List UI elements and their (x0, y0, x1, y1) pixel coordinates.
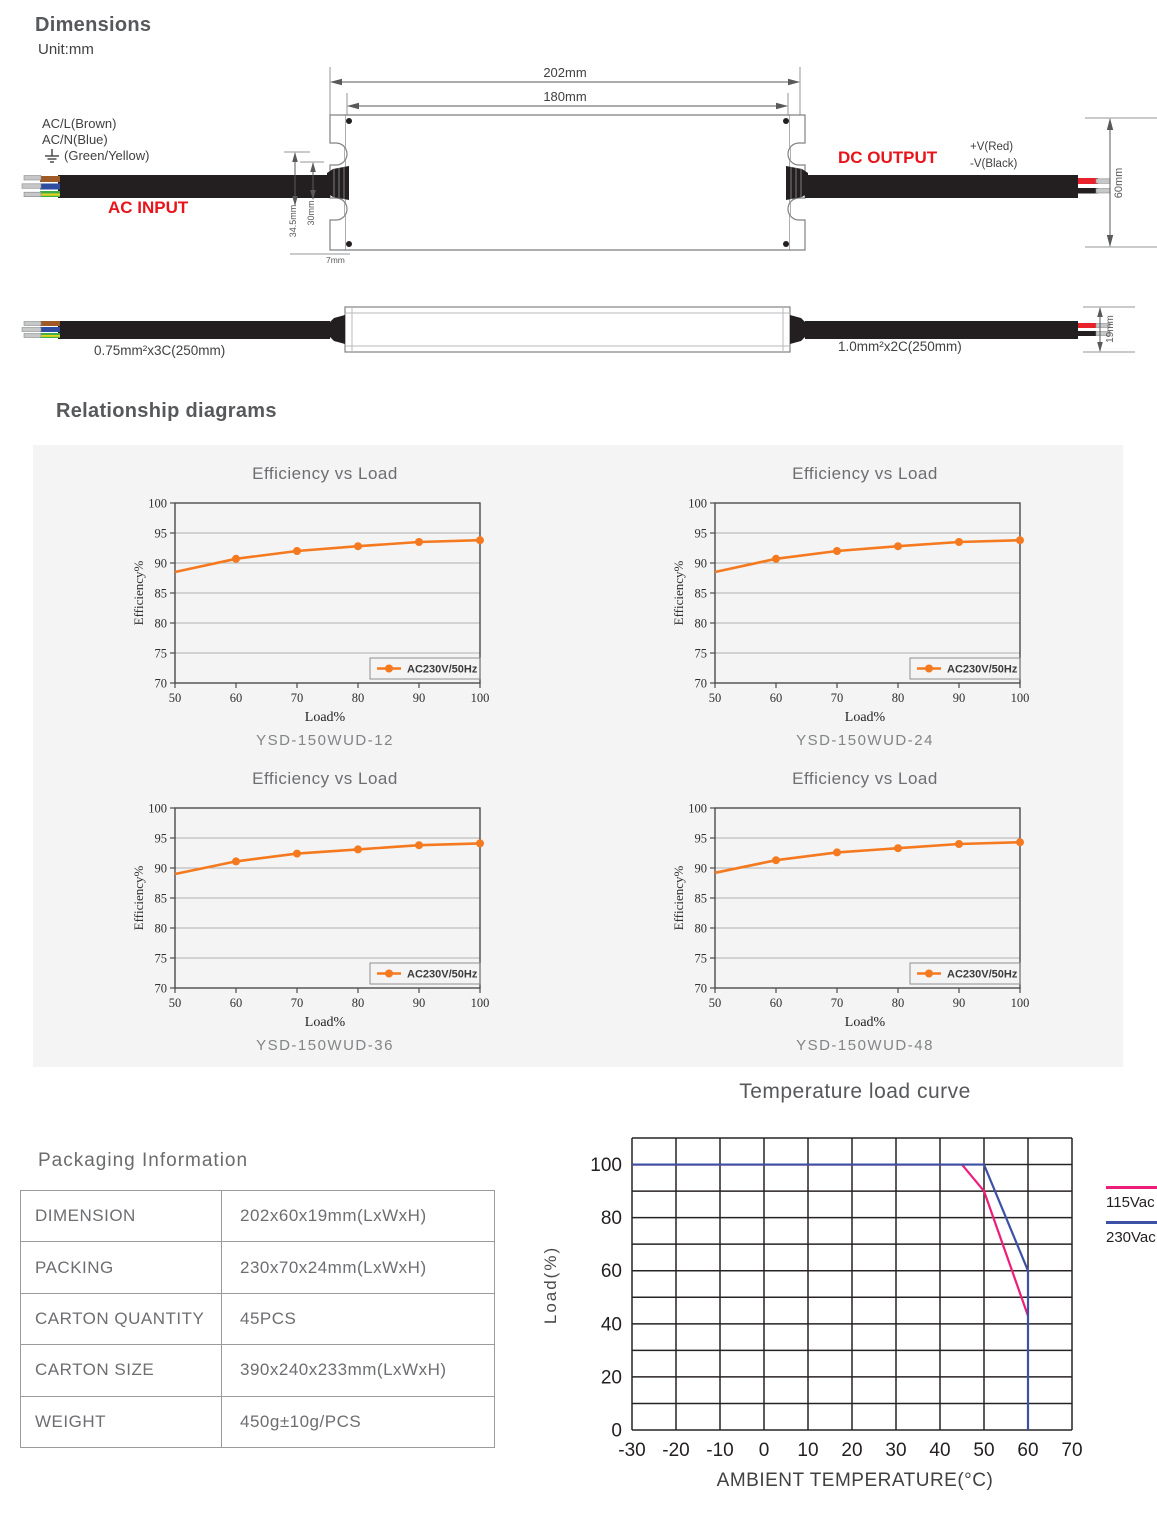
svg-text:75: 75 (154, 951, 167, 966)
svg-text:75: 75 (694, 951, 707, 966)
svg-text:100: 100 (1010, 996, 1030, 1010)
svg-text:85: 85 (694, 891, 707, 906)
svg-text:20: 20 (600, 1367, 622, 1389)
dc-output-label: DC OUTPUT (838, 148, 938, 167)
svg-text:80: 80 (351, 996, 365, 1010)
table-row-value: 202x60x19mm(LxWxH) (240, 1206, 427, 1226)
svg-text:-10: -10 (706, 1440, 734, 1461)
table-row-label: CARTON SIZE (21, 1345, 222, 1395)
table-row-value: 450g±10g/PCS (240, 1411, 362, 1431)
svg-text:70: 70 (290, 691, 304, 705)
svg-text:70: 70 (694, 676, 707, 691)
chart-plot (670, 796, 1060, 1014)
chart-title: Efficiency vs Load (252, 464, 398, 483)
svg-text:70: 70 (830, 996, 844, 1010)
wire-l-label: AC/L(Brown) (42, 116, 117, 131)
svg-text:100: 100 (470, 691, 490, 705)
chart-plot (130, 491, 520, 709)
svg-text:50: 50 (168, 691, 182, 705)
svg-text:50: 50 (973, 1440, 995, 1461)
temp-ylabel: Load(%) (541, 1245, 561, 1325)
svg-text:100: 100 (148, 801, 167, 816)
svg-text:70: 70 (1061, 1440, 1083, 1461)
dim-180-label: 180mm (543, 89, 587, 104)
v-minus-label: -V(Black) (970, 158, 1018, 170)
temp-xlabel: AMBIENT TEMPERATURE(°C) (716, 1470, 994, 1491)
table-row (21, 1191, 494, 1241)
svg-text:90: 90 (154, 861, 167, 876)
table-row-label: CARTON QUANTITY (21, 1294, 222, 1344)
svg-text:95: 95 (154, 526, 167, 541)
temperature-chart-title: Temperature load curve (739, 1080, 971, 1103)
dim-7-label: 7mm (326, 255, 345, 265)
svg-text:90: 90 (694, 861, 707, 876)
svg-text:100: 100 (688, 496, 707, 511)
wire-gnd-label: (Green/Yellow) (64, 148, 150, 163)
efficiency-chart-1 (130, 458, 520, 760)
legend-115vac: 115Vac (1106, 1194, 1155, 1211)
efficiency-chart-2 (670, 458, 1060, 760)
svg-text:0: 0 (611, 1420, 622, 1442)
device-body-top-view (345, 115, 790, 250)
table-row (21, 1241, 494, 1292)
svg-text:60: 60 (769, 996, 783, 1010)
svg-text:95: 95 (694, 831, 707, 846)
dimension-drawing (0, 55, 1157, 377)
dim-19-label: 19mm (1105, 315, 1116, 343)
svg-text:50: 50 (708, 996, 722, 1010)
svg-text:85: 85 (694, 586, 707, 601)
device-body-side-view (345, 307, 790, 352)
chart-plot (130, 796, 520, 1014)
svg-text:40: 40 (600, 1314, 622, 1336)
output-cable-spec-label: 1.0mm²x2C(250mm) (838, 339, 962, 354)
svg-text:100: 100 (470, 996, 490, 1010)
svg-text:95: 95 (154, 831, 167, 846)
unit-label: Unit:mm (38, 41, 94, 58)
legend-line-115vac (1106, 1186, 1157, 1189)
chart-xlabel: Load% (304, 1015, 346, 1030)
packaging-heading: Packaging Information (38, 1150, 249, 1171)
svg-text:90: 90 (412, 691, 426, 705)
svg-text:90: 90 (694, 556, 707, 571)
chart-plot (670, 491, 1060, 709)
chart-xlabel: Load% (844, 710, 886, 725)
wire-tips-output (1096, 179, 1110, 193)
svg-text:Efficiency%: Efficiency% (671, 560, 686, 626)
chart-model: YSD-150WUD-48 (796, 1037, 934, 1054)
table-row-label: PACKING (21, 1242, 222, 1292)
table-row (21, 1344, 494, 1395)
chart-xlabel: Load% (304, 710, 346, 725)
svg-text:60: 60 (769, 691, 783, 705)
efficiency-chart-4 (670, 763, 1060, 1065)
table-row-value: 230x70x24mm(LxWxH) (240, 1257, 427, 1277)
svg-text:75: 75 (694, 646, 707, 661)
svg-text:75: 75 (154, 646, 167, 661)
relationship-heading: Relationship diagrams (56, 400, 277, 422)
svg-text:70: 70 (830, 691, 844, 705)
svg-text:100: 100 (688, 801, 707, 816)
side-left-gland (330, 315, 345, 344)
legend-line-230vac (1106, 1221, 1157, 1224)
svg-text:95: 95 (694, 526, 707, 541)
svg-text:80: 80 (154, 921, 167, 936)
svg-text:50: 50 (708, 691, 722, 705)
svg-text:AC230V/50Hz: AC230V/50Hz (947, 968, 1018, 981)
svg-text:Efficiency%: Efficiency% (131, 865, 146, 931)
svg-text:AC230V/50Hz: AC230V/50Hz (407, 968, 478, 981)
wire-tips-input (22, 176, 41, 197)
table-row-label: WEIGHT (21, 1397, 222, 1447)
svg-text:70: 70 (154, 981, 167, 996)
svg-text:30: 30 (885, 1440, 907, 1461)
svg-text:-30: -30 (618, 1440, 646, 1461)
chart-model: YSD-150WUD-12 (256, 732, 394, 749)
table-row (21, 1293, 494, 1344)
table-row-label: DIMENSION (21, 1191, 222, 1241)
svg-text:80: 80 (694, 616, 707, 631)
dim-202-label: 202mm (543, 65, 587, 80)
efficiency-chart-3 (130, 763, 520, 1065)
chart-xlabel: Load% (844, 1015, 886, 1030)
side-ac-cable (58, 321, 330, 339)
svg-text:90: 90 (412, 996, 426, 1010)
ac-input-label: AC INPUT (108, 198, 189, 217)
svg-text:80: 80 (694, 921, 707, 936)
svg-text:70: 70 (694, 981, 707, 996)
svg-text:80: 80 (891, 996, 905, 1010)
left-cable-gland (327, 166, 349, 200)
svg-text:80: 80 (351, 691, 365, 705)
svg-text:-20: -20 (662, 1440, 690, 1461)
dimensions-heading: Dimensions (35, 14, 152, 36)
svg-text:20: 20 (841, 1440, 863, 1461)
dim-60-label: 60mm (1113, 167, 1125, 199)
svg-text:80: 80 (891, 691, 905, 705)
dim-30-label: 30mm (306, 200, 316, 226)
svg-text:90: 90 (154, 556, 167, 571)
svg-text:80: 80 (154, 616, 167, 631)
svg-text:Efficiency%: Efficiency% (671, 865, 686, 931)
ground-icon (45, 149, 59, 162)
svg-text:90: 90 (952, 691, 966, 705)
svg-text:AC230V/50Hz: AC230V/50Hz (947, 663, 1018, 676)
svg-text:85: 85 (154, 586, 167, 601)
svg-text:60: 60 (229, 691, 243, 705)
table-row-value: 45PCS (240, 1309, 297, 1329)
svg-text:90: 90 (952, 996, 966, 1010)
svg-text:80: 80 (600, 1208, 622, 1230)
svg-text:60: 60 (229, 996, 243, 1010)
svg-text:0: 0 (758, 1440, 770, 1461)
svg-text:70: 70 (154, 676, 167, 691)
side-right-gland (790, 315, 805, 344)
svg-text:60: 60 (1017, 1440, 1039, 1461)
svg-text:100: 100 (590, 1155, 622, 1177)
table-row (21, 1396, 494, 1447)
dc-output-cable (805, 175, 1078, 198)
legend-230vac: 230Vac (1106, 1229, 1156, 1246)
svg-text:100: 100 (148, 496, 167, 511)
side-dc-cable (805, 321, 1078, 339)
chart-title: Efficiency vs Load (792, 464, 938, 483)
svg-text:40: 40 (929, 1440, 951, 1461)
svg-text:85: 85 (154, 891, 167, 906)
packaging-table (20, 1190, 495, 1448)
chart-title: Efficiency vs Load (252, 769, 398, 788)
svg-text:60: 60 (600, 1261, 622, 1283)
svg-text:10: 10 (797, 1440, 819, 1461)
right-cable-gland (786, 166, 808, 200)
chart-model: YSD-150WUD-36 (256, 1037, 394, 1054)
svg-text:AC230V/50Hz: AC230V/50Hz (407, 663, 478, 676)
svg-text:100: 100 (1010, 691, 1030, 705)
table-row-value: 390x240x233mm(LxWxH) (240, 1360, 447, 1380)
chart-model: YSD-150WUD-24 (796, 732, 934, 749)
ac-input-cable (58, 175, 330, 198)
svg-text:70: 70 (290, 996, 304, 1010)
dim-34-5-label: 34.5mm (288, 204, 298, 238)
temperature-plot (550, 1125, 1090, 1470)
svg-text:50: 50 (168, 996, 182, 1010)
v-plus-label: +V(Red) (970, 141, 1014, 153)
svg-text:Efficiency%: Efficiency% (131, 560, 146, 626)
chart-title: Efficiency vs Load (792, 769, 938, 788)
wire-n-label: AC/N(Blue) (42, 132, 108, 147)
input-cable-spec-label: 0.75mm²x3C(250mm) (94, 343, 226, 358)
